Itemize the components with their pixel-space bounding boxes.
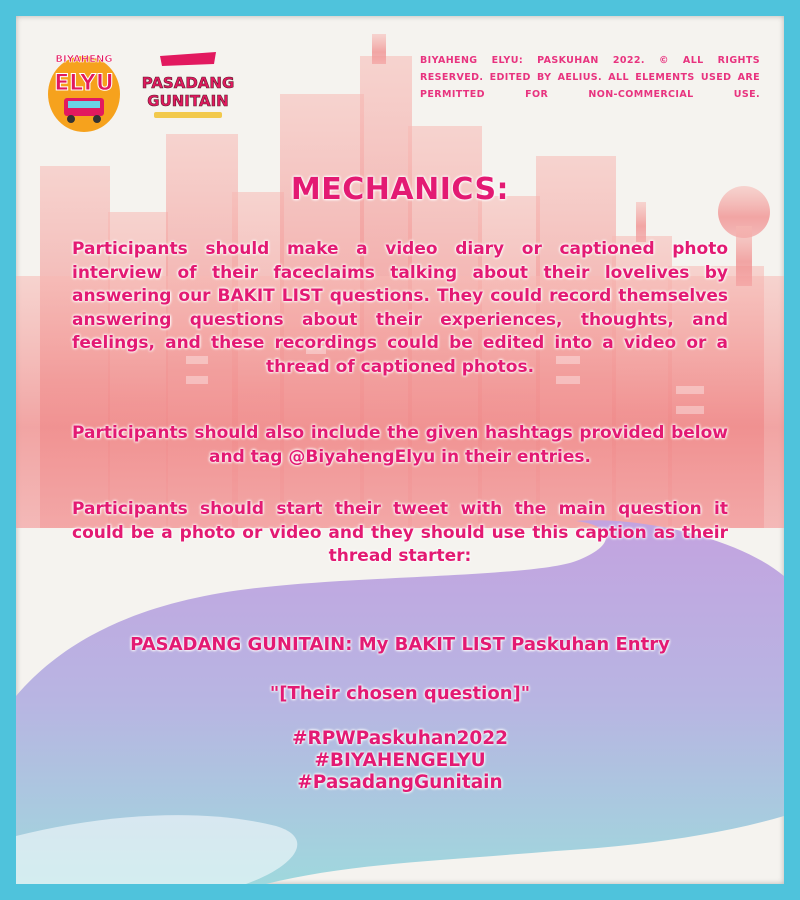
hashtag: #PasadangGunitain: [297, 772, 503, 793]
mechanics-paragraph-3: Participants should start their tweet with the main question it could be a photo or video and they should use this caption as their thread starter:: [72, 499, 728, 566]
copyright-notice: BIYAHENG ELYU: PASKUHAN 2022. © ALL RIGHTS RESERVED. EDITED BY AELIUS. ALL ELEMENTS USED ARE PERMITTED FOR NON-COMMERCIAL USE.: [420, 55, 760, 100]
hashtag: #RPWPaskuhan2022: [291, 728, 509, 749]
page-title: MECHANICS:: [290, 172, 510, 207]
caption-title: PASADANG GUNITAIN: My BAKIT LIST Paskuhan Entry: [130, 634, 670, 655]
poster: [16, 16, 784, 884]
biyaheng-elyu-logo: [44, 42, 124, 136]
pasadang-gunitain-logo: [140, 44, 236, 136]
mechanics-paragraph-2: Participants should also include the given hashtags provided below and tag @BiyahengElyu in their entries.: [72, 423, 728, 467]
svg-text:BIYAHENG: BIYAHENG: [55, 54, 113, 65]
svg-text:GUNITAIN: GUNITAIN: [147, 92, 229, 110]
hashtag-list: [72, 728, 728, 794]
svg-text:PASADANG: PASADANG: [141, 74, 235, 92]
mechanics-paragraph-1: Participants should make a video diary or captioned photo interview of their faceclaims talking about their lovelives by answering our BAKIT LIST questions. They could record themselves answering questions about their experiences, thoughts, and feelings, and these recordings could be edited into a video or a thread of captioned photos.: [72, 239, 728, 377]
caption-question: "[Their chosen question]": [269, 683, 531, 704]
svg-text:ELYU: ELYU: [54, 71, 114, 96]
hashtag: #BIYAHENGELYU: [314, 750, 486, 771]
